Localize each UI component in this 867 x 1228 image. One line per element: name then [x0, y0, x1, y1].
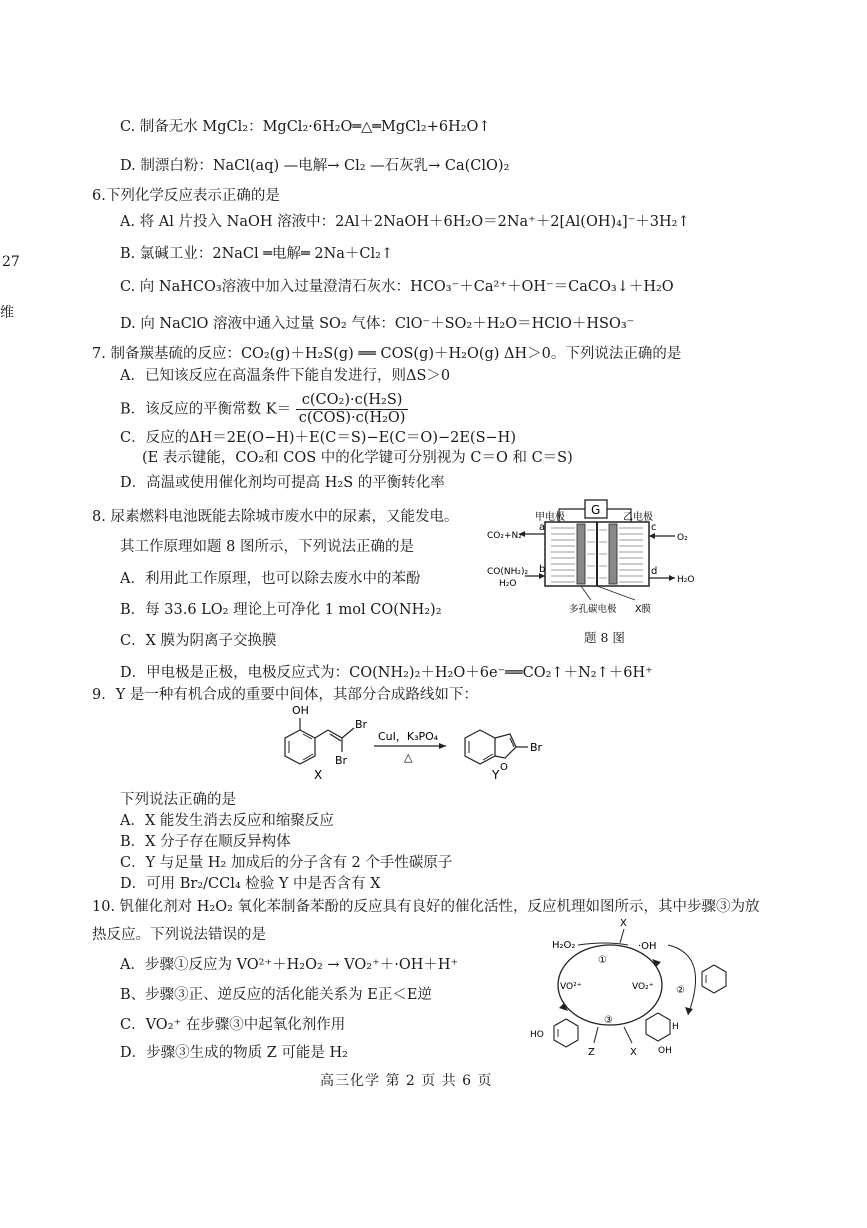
q9-option-b: B．X 分子存在顺反异构体: [120, 834, 291, 850]
port-d-label: d: [651, 566, 658, 577]
q7-fraction: [296, 392, 409, 427]
vo2plus-label: VO²⁺: [560, 982, 582, 992]
q9-option-c: C．Y 与足量 H₂ 加成后的分子含有 2 个手性碳原子: [120, 855, 453, 871]
z-release-line: [594, 1027, 598, 1043]
q9-option-d: D．可用 Br₂/CCl₄ 检验 Y 中是否含有 X: [120, 876, 381, 892]
q10-stem-line2: 热反应。下列说法错误的是: [92, 927, 266, 943]
q8-option-d: D．甲电极是正极，电极反应式为：CO(NH₂)₂＋H₂O＋6e⁻══CO₂↑＋N₂↑＋6H⁺: [120, 665, 653, 681]
q7-option-c: C．反应的ΔH＝2E(O−H)＋E(C＝S)−E(C＝O)−2E(S−H): [120, 430, 516, 446]
hatch-right: [619, 528, 643, 582]
q7-fraction-denominator: c(COS)·c(H₂O): [298, 410, 406, 426]
q5-option-d: D. 制漂白粉：NaCl(aq) —电解→ Cl₂ —石灰乳→ Ca(ClO)₂: [120, 158, 510, 174]
porous-electrode-left: [577, 524, 585, 584]
q7-option-a: A．已知该反应在高温条件下能自发进行，则ΔS＞0: [120, 368, 451, 384]
margin-text: 维: [0, 305, 14, 321]
jia-electrode-label: 甲电极: [535, 512, 565, 523]
q10-option-d: D．步骤③生成的物质 Z 可能是 H₂: [120, 1045, 348, 1061]
step1-label: ①: [598, 955, 607, 966]
q10-mechanism-diagram: [528, 915, 763, 1065]
port-d-arrow: [669, 575, 675, 581]
q10-option-a: A．步骤①反应为 VO²⁺＋H₂O₂ → VO₂⁺＋·OH＋H⁺: [120, 957, 459, 973]
y-furan-ring: [495, 734, 516, 758]
q6-stem: 6.下列化学反应表示正确的是: [92, 188, 280, 204]
galvanometer-label: G: [591, 503, 601, 517]
q8-fuel-cell-diagram: [485, 496, 710, 621]
q6-option-b: B. 氯碱工业：2NaCl ═电解═ 2Na＋Cl₂↑: [120, 246, 394, 262]
phenol-ho-label: HO: [530, 1030, 544, 1040]
x-release-line-bottom: [624, 1027, 632, 1043]
q6-option-d: D. 向 NaClO 溶液中通入过量 SO₂ 气体：ClO⁻＋SO₂＋H₂O＝HClO＋HSO₃⁻: [120, 316, 635, 332]
q8-option-a: A．利用此工作原理，也可以除去废水中的苯酚: [120, 571, 421, 587]
intermediate-ring: [646, 1013, 670, 1041]
x-br1-label: Br: [355, 718, 368, 731]
x-membrane-pointer: [597, 586, 635, 600]
page-footer: 高三化学 第 2 页 共 6 页: [320, 1073, 493, 1089]
yi-electrode-label: 乙电极: [623, 512, 653, 523]
y-oxygen-label: O: [500, 762, 508, 773]
compound-y-label: Y: [492, 768, 500, 782]
porous-electrode-label: 多孔碳电极: [569, 604, 617, 615]
port-c-label: c: [651, 522, 657, 533]
q9-sub-stem: 下列说法正确的是: [120, 792, 236, 808]
oh-radical-label: ·OH: [638, 941, 657, 952]
port-b-label: b: [539, 564, 546, 575]
reaction-condition-top: CuI，K₃PO₄: [378, 730, 439, 743]
port-a-product: CO₂+N₂: [487, 531, 522, 541]
compound-x-label: X: [314, 768, 323, 782]
q8-stem-line2: 其工作原理如题 8 图所示，下列说法正确的是: [120, 539, 414, 555]
h2o2-label: H₂O₂: [552, 940, 576, 951]
x-br2-label: Br: [335, 754, 348, 767]
q7-stem: 7. 制备羰基硫的反应：CO₂(g)＋H₂S(g) ══ COS(g)＋H₂O(g) ΔH＞0。下列说法正确的是: [92, 346, 682, 362]
q6-option-a: A. 将 Al 片投入 NaOH 溶液中：2Al＋2NaOH＋6H₂O＝2Na⁺＋2[Al(OH)₄]⁻＋3H₂↑: [120, 214, 690, 230]
vo2-label: VO₂⁺: [632, 982, 654, 992]
x-product-label-bottom: X: [630, 1047, 637, 1058]
x-membrane-label: X膜: [635, 604, 652, 615]
step3-label: ③: [604, 1015, 613, 1026]
port-a-label: a: [539, 522, 546, 533]
q7-option-d: D．高温或使用催化剂均可提高 H₂S 的平衡转化率: [120, 475, 445, 491]
porous-pointer: [581, 586, 591, 600]
q7-option-b: [120, 392, 408, 427]
q6-option-c: C. 向 NaHCO₃溶液中加入过量澄清石灰水：HCO₃⁻＋Ca²⁺＋OH⁻＝CaCO₃↓＋H₂O: [120, 279, 674, 295]
port-c-arrow: [649, 533, 655, 539]
hatch-left: [551, 528, 575, 582]
intermediate-h-label: H: [672, 1022, 679, 1032]
x-ring-double-3: [303, 734, 312, 739]
q5-option-c: C. 制备无水 MgCl₂：MgCl₂·6H₂O═△═MgCl₂+6H₂O↑: [120, 119, 491, 135]
q8-figure-caption: 题 8 图: [584, 630, 625, 645]
porous-electrode-right: [609, 524, 617, 584]
q10-stem-line1: 10. 钒催化剂对 H₂O₂ 氧化苯制备苯酚的反应具有良好的催化活性，反应机理如图所示，其中步骤③为放: [92, 899, 760, 915]
reaction-condition-bottom: △: [404, 751, 413, 764]
q7-fraction-numerator: c(CO₂)·c(H₂S): [296, 392, 409, 410]
q8-option-b: B．每 33.6 LO₂ 理论上可净化 1 mol CO(NH₂)₂: [120, 602, 442, 618]
z-product-label: Z: [588, 1047, 595, 1058]
q9-synthesis-scheme: [270, 700, 570, 785]
x-double-bond-b: [330, 734, 341, 741]
step2-arc: [668, 945, 696, 1015]
intermediate-oh-label: OH: [658, 1046, 672, 1056]
x-vinyl-bond: [315, 730, 328, 738]
x-product-label-top: X: [620, 918, 627, 929]
x-release-line: [620, 929, 624, 943]
x-br-bond-1: [342, 728, 354, 738]
q7-b-prefix: B．该反应的平衡常数 K＝: [120, 401, 292, 418]
port-b-feed1: CO(NH₂)₂: [487, 567, 529, 577]
q10-option-c: C．VO₂⁺ 在步骤③中起氧化剂作用: [120, 1017, 346, 1033]
y-br-label: Br: [530, 741, 543, 754]
q10-option-b: B、步骤③正、逆反应的活化能关系为 E正＜E逆: [120, 987, 432, 1003]
step2-arrowhead: [685, 1007, 693, 1015]
reaction-arrowhead: [439, 743, 446, 749]
port-d-product: H₂O: [677, 575, 695, 585]
q9-stem: 9．Y 是一种有机合成的重要中间体，其部分合成路线如下：: [92, 687, 478, 703]
q8-option-c: C．X 膜为阴离子交换膜: [120, 633, 277, 649]
q7-option-c-note: (E 表示键能，CO₂和 COS 中的化学键可分别视为 C＝O 和 C＝S): [142, 450, 573, 466]
port-b-feed2: H₂O: [499, 579, 517, 589]
port-c-feed: O₂: [677, 533, 688, 543]
step2-label: ②: [676, 985, 685, 996]
x-oh-label: OH: [292, 704, 309, 717]
margin-number: 27: [2, 254, 20, 270]
q8-stem-line1: 8. 尿素燃料电池既能去除城市废水中的尿素，又能发电。: [92, 509, 459, 525]
q9-option-a: A．X 能发生消去反应和缩聚反应: [120, 813, 334, 829]
